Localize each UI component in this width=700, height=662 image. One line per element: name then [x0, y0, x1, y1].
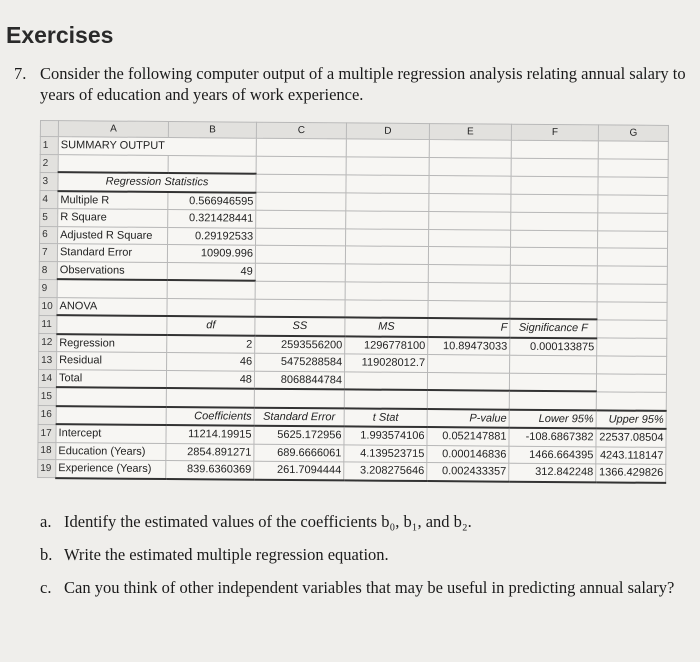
row-number: 1: [40, 137, 58, 155]
anova-significance: 0.000133875: [510, 337, 597, 356]
column-header: G: [598, 125, 668, 142]
coef-header-upper-95: Upper 95%: [596, 410, 666, 429]
corner-cell: [40, 121, 58, 137]
column-header: B: [168, 122, 256, 139]
coef-t-stat: 3.208275646: [344, 462, 427, 481]
column-header: A: [58, 121, 168, 138]
part-text: Can you think of other independent variables that may be useful in predicting annual salary?: [64, 578, 675, 597]
row-number: 12: [39, 333, 57, 351]
row-number: 4: [40, 191, 58, 209]
part-label: a.: [40, 512, 52, 531]
part-label: c.: [40, 578, 52, 597]
anova-ss: 5475288584: [255, 353, 345, 371]
stat-value: 0.566946595: [168, 192, 256, 211]
coef-upper-95: 22537.08504: [596, 428, 666, 447]
coef-value: 2854.891271: [166, 443, 254, 461]
coef-lower-95: 312.842248: [509, 463, 596, 482]
section-heading: Exercises: [6, 22, 114, 48]
stat-label: Multiple R: [58, 191, 168, 210]
coef-upper-95: 4243.118147: [596, 446, 666, 464]
anova-header-df: df: [167, 316, 255, 335]
question-7: [14, 63, 690, 105]
row-number: 16: [38, 405, 56, 424]
coef-row-label: Intercept: [56, 424, 166, 443]
stat-value: 49: [167, 262, 255, 281]
anova-ms: 1296778100: [345, 336, 428, 355]
anova-df: 2: [167, 335, 255, 354]
row-number: 6: [40, 226, 58, 244]
anova-ms: 119028012.7: [345, 354, 428, 372]
anova-df: 48: [166, 370, 254, 389]
coef-header-lower-95: Lower 95%: [509, 409, 596, 428]
coef-value: 11214.19915: [166, 425, 254, 444]
anova-ss: 8068844784: [254, 371, 344, 390]
anova-row-label: Total: [56, 369, 166, 388]
row-number: 17: [38, 424, 56, 442]
anova-header-ss: SS: [255, 317, 345, 336]
column-header: D: [346, 123, 429, 140]
row-number: 10: [39, 297, 57, 315]
part-a: [40, 511, 680, 532]
coef-p-value: 0.052147881: [427, 427, 509, 446]
row-number: 15: [38, 387, 56, 406]
coef-std-error: 261.7094444: [254, 461, 344, 480]
anova-title: ANOVA: [57, 297, 167, 316]
stat-value: 0.321428441: [168, 210, 256, 228]
coef-std-error: 689.6666061: [254, 444, 344, 462]
coef-std-error: 5625.172956: [254, 426, 344, 445]
table-row: [38, 459, 666, 482]
part-c: [40, 577, 680, 598]
anova-significance: [509, 373, 596, 392]
stat-label: Standard Error: [57, 244, 167, 262]
row-number: 7: [39, 244, 57, 262]
anova-header-f: F: [428, 318, 510, 337]
row-number: 3: [40, 172, 58, 191]
anova-row-label: Regression: [57, 334, 167, 353]
regression-statistics-title: Regression Statistics: [58, 172, 256, 192]
column-header: F: [511, 124, 598, 141]
stat-label: Adjusted R Square: [58, 226, 168, 244]
row-number: 13: [39, 351, 57, 369]
anova-f: [428, 355, 510, 373]
coef-row-label: Education (Years): [56, 442, 166, 460]
regression-output-spreadsheet: [37, 120, 669, 483]
anova-f: [427, 372, 509, 391]
anova-header-ms: MS: [345, 317, 428, 336]
summary-output-title: SUMMARY OUTPUT: [58, 137, 256, 156]
column-header: E: [429, 124, 511, 141]
coef-t-stat: 4.139523715: [344, 444, 427, 462]
coef-header-t-stat: t Stat: [344, 408, 427, 427]
anova-row-label: Residual: [57, 352, 167, 370]
coef-t-stat: 1.993574106: [344, 426, 427, 445]
anova-header-significance: Significance F: [510, 319, 597, 338]
row-number: 9: [39, 279, 57, 297]
row-number: 19: [38, 459, 56, 477]
coef-p-value: 0.000146836: [427, 445, 509, 463]
coef-value: 839.6360369: [166, 460, 254, 479]
anova-significance: [510, 355, 597, 373]
row-number: 2: [40, 154, 58, 172]
coef-lower-95: -108.6867382: [509, 428, 596, 447]
question-number: 7.: [14, 64, 27, 83]
part-text: Identify the estimated values of the coefficients b₀, b₁, and b₂.: [64, 512, 472, 531]
coef-header-coefficients: Coefficients: [166, 407, 254, 426]
stat-label: Observations: [57, 261, 167, 280]
anova-f: 10.89473033: [428, 337, 510, 356]
anova-ss: 2593556200: [255, 335, 345, 354]
coef-lower-95: 1466.664395: [509, 446, 596, 464]
anova-df: 46: [167, 353, 255, 371]
part-text: Write the estimated multiple regression equation.: [64, 545, 389, 564]
column-header: C: [256, 122, 346, 139]
question-parts: [40, 511, 680, 598]
row-number: 11: [39, 315, 57, 334]
spreadsheet-grid: [37, 120, 669, 483]
row-number: 8: [39, 261, 57, 279]
row-number: 18: [38, 442, 56, 460]
row-number: 5: [40, 209, 58, 227]
coef-header-p-value: P-value: [427, 409, 509, 428]
anova-ms: [344, 371, 427, 390]
question-text: Consider the following computer output of a multiple regression analysis relating annual salary to years of education and years of work experience.: [40, 64, 686, 104]
coef-header-standard-error: Standard Error: [254, 407, 344, 426]
coef-p-value: 0.002433357: [427, 463, 509, 482]
part-b: [40, 544, 680, 565]
coef-row-label: Experience (Years): [56, 460, 166, 479]
row-number: 14: [38, 369, 56, 387]
part-label: b.: [40, 545, 53, 564]
stat-value: 0.29192533: [168, 227, 256, 245]
stat-value: 10909.996: [167, 245, 255, 263]
stat-label: R Square: [58, 209, 168, 227]
coef-upper-95: 1366.429826: [596, 464, 666, 483]
